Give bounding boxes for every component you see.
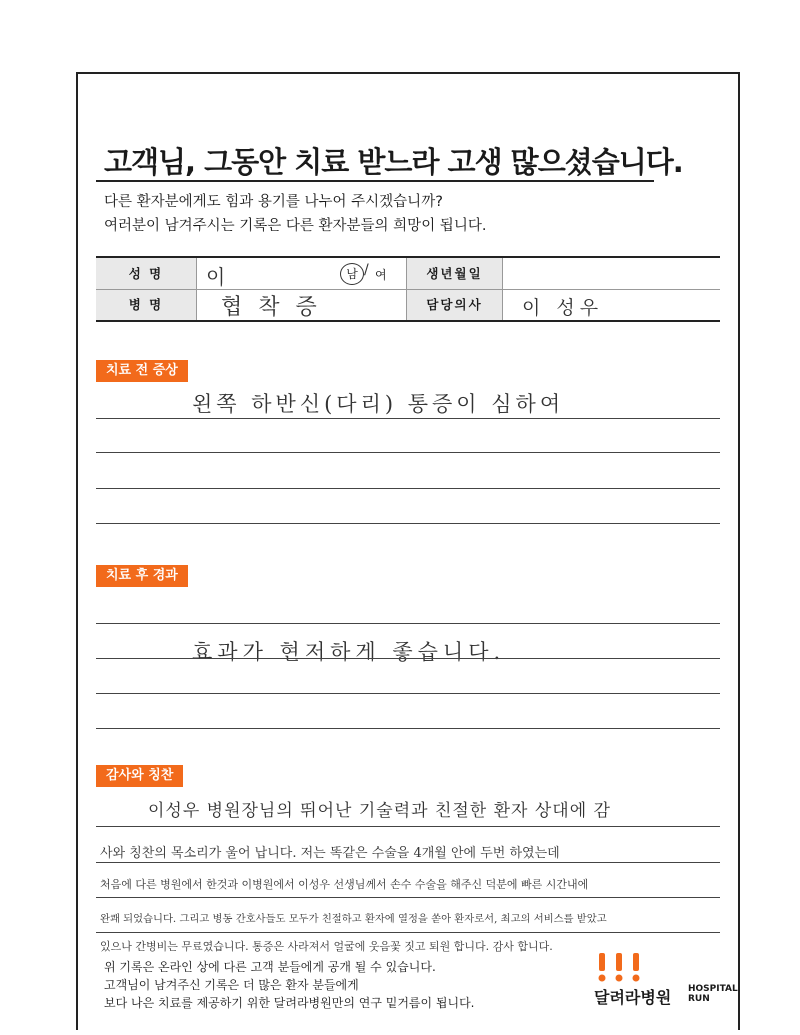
page-title: 고객님, 그동안 치료 받느라 고생 많으셨습니다.	[104, 145, 683, 179]
doctor-label: 담당의사	[407, 290, 502, 320]
thanks-line-4: 완쾌 되었습니다. 그리고 병동 간호사들도 모두가 친절하고 환자에 열정을 쏟아 환자로서, 최고의 서비스를 받았고	[100, 913, 607, 925]
logo-name: 달려라병원	[594, 988, 672, 1007]
thanks-line-1: 이성우 병원장님의 뛰어난 기술력과 친절한 환자 상대에 감	[148, 801, 611, 821]
patient-info-table: 성 명 병 명 생년월일 담당의사 이 남 / 여 협착증 이 성우	[96, 256, 720, 322]
disease-label: 병 명	[96, 290, 196, 320]
after-progress-text: 효과가 현저하게 좋습니다.	[192, 640, 506, 664]
gender-male-circled: 남	[340, 263, 364, 285]
thanks-line-5: 있으나 간병비는 무료였습니다. 통증은 사라져서 얼굴에 웃음꽃 짓고 퇴원 합니다. 감사 합니다.	[100, 940, 553, 953]
name-label: 성 명	[96, 258, 196, 289]
logo-subtitle: HOSPITAL RUN	[688, 984, 738, 1004]
thanks-badge: 감사와 칭찬	[96, 765, 183, 787]
thanks-line-2: 사와 칭찬의 목소리가 울어 납니다. 저는 똑같은 수술을 4개월 안에 두번 하였는데	[100, 846, 560, 861]
footer-line-1: 위 기록은 온라인 상에 다른 고객 분들에게 공개 될 수 있습니다.	[104, 960, 436, 974]
before-symptoms-text: 왼쪽 하반신(다리) 통증이 심하여	[192, 392, 565, 416]
title-underline	[96, 180, 654, 182]
intro-line-2: 여러분이 남겨주시는 기록은 다른 환자분들의 희망이 됩니다.	[104, 218, 487, 234]
footer-line-2: 고객님이 남겨주신 기록은 더 많은 환자 분들에게	[104, 978, 359, 992]
disease-value: 협착증	[221, 295, 333, 320]
intro-line-1: 다른 환자분에게도 힘과 용기를 나누어 주시겠습니까?	[104, 194, 443, 210]
hospital-logo	[594, 952, 738, 1012]
birth-label: 생년월일	[407, 258, 502, 289]
thanks-line-3: 처음에 다른 병원에서 한것과 이병원에서 이성우 선생님께서 손수 수술을 해주신 덕분에 빠른 시간내에	[100, 878, 589, 891]
exclamation-logo-icon	[594, 952, 654, 984]
footer-line-3: 보다 나은 치료를 제공하기 위한 달려라병원만의 연구 밑거름이 됩니다.	[104, 996, 475, 1010]
after-progress-badge: 치료 후 경과	[96, 565, 188, 587]
doctor-value: 이 성우	[522, 297, 604, 319]
before-symptoms-badge: 치료 전 증상	[96, 360, 188, 382]
gender-female: 여	[375, 268, 387, 282]
name-value: 이	[206, 265, 226, 289]
